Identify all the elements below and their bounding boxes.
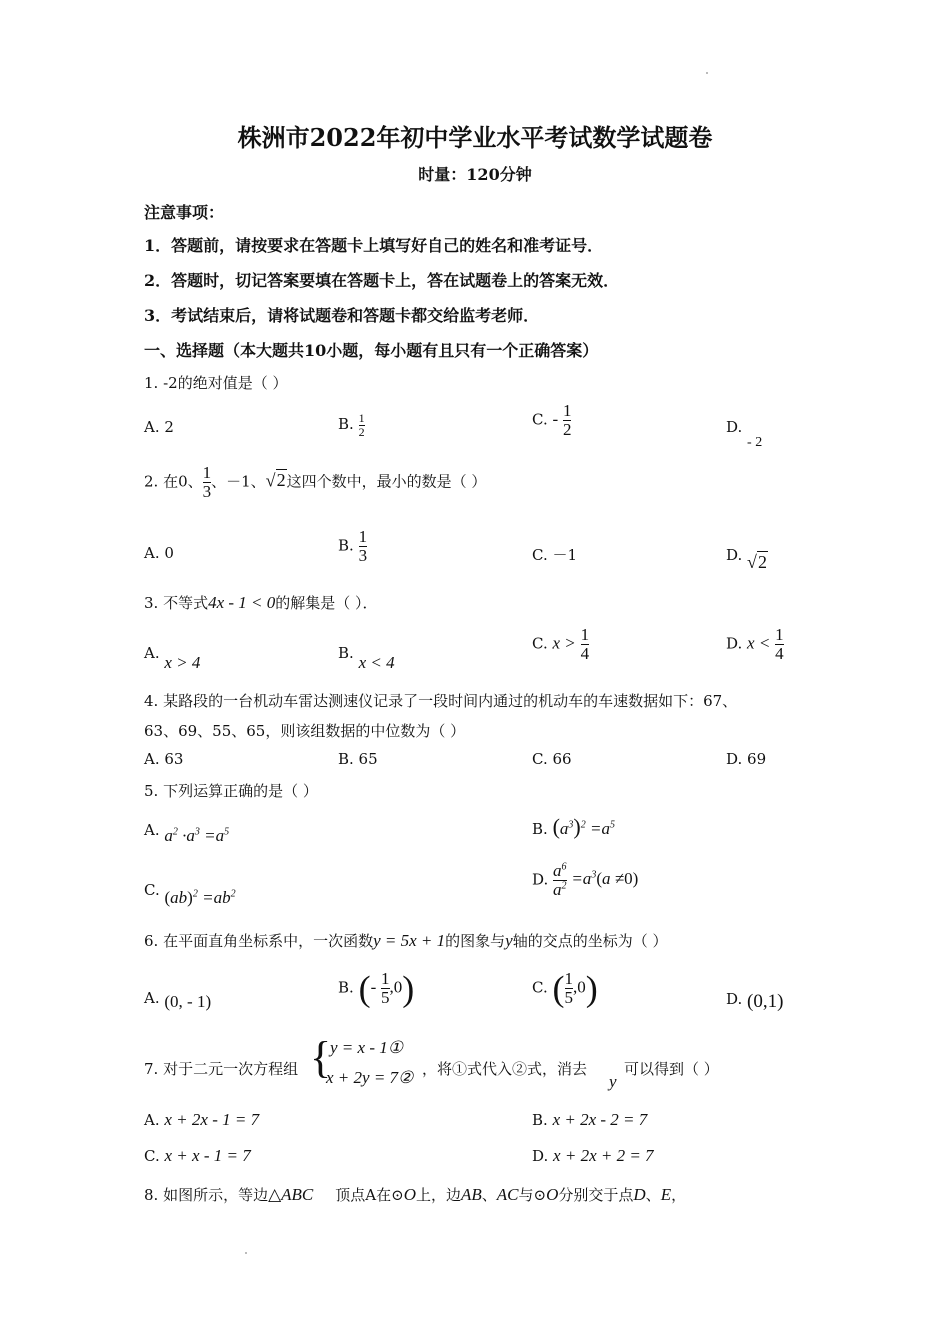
q7-option-d: D. x + 2x + 2 = 7 (532, 1146, 654, 1165)
q4-option-c: C. 66 (532, 750, 572, 768)
q2-option-c: C. －1 (532, 546, 578, 564)
q2-stem: 2. 在0、 $\frac{1}{3}$ 、－1、√2这四个数中，最小的数是（ ） (144, 463, 487, 501)
notes-heading: 注意事项： (144, 203, 225, 222)
q7-stem-pre: 7. 对于二元一次方程组 (144, 1060, 299, 1078)
note-item-3: 3．考试结束后，请将试题卷和答题卡都交给监考老师． (144, 306, 540, 325)
fraction: $\frac{a^6}{a^2}$ (553, 861, 567, 899)
q4-stem-line1: 4. 某路段的一台机动车雷达测速仪记录了一段时间内通过的机动车的车速数据如下：67、 (144, 692, 738, 710)
q6-option-a: A. (0, - 1) (144, 989, 212, 1011)
brace-symbol: { (310, 1033, 332, 1082)
section-heading: 一、选择题（本大题共10小题，每小题有且只有一个正确答案） (144, 341, 599, 360)
q5-option-c: C. $(ab)^2 =ab^2$ (144, 881, 236, 907)
q3-option-d: D. x < $\frac{1}{4}$ (726, 625, 784, 663)
q2-option-a: A. 0 (144, 544, 174, 562)
formula: $a^2 \cdot a^3 =a^5$ (164, 826, 230, 845)
fraction: $\frac{1}{3}$ (358, 527, 368, 565)
q1-stem: 1. -2的绝对值是（ ） (144, 374, 288, 392)
formula: $(ab)^2 =ab^2$ (164, 888, 236, 907)
q6-option-d: D. (0,1) (726, 990, 784, 1012)
q4-stem-line2: 63、69、55、65，则该组数据的中位数为（ ） (144, 722, 466, 740)
q7-var: y (609, 1072, 617, 1091)
fraction: $\frac{1}{4}$ (580, 625, 590, 663)
note-item-2: 2．答题时，切记答案要填在答题卡上，答在试题卷上的答案无效． (144, 271, 620, 290)
q7-eq1: y = x - 1① (330, 1038, 403, 1057)
q8-stem: 8. 如图所示，等边△ABC 顶点A在⊙O上，边AB、AC与⊙O分别交于点D、E， (144, 1185, 687, 1204)
scan-dot (245, 1252, 247, 1254)
q3-option-c: C. x > $\frac{1}{4}$ (532, 625, 590, 663)
q7-option-a: A. x + 2x - 1 = 7 (144, 1110, 260, 1129)
q1-option-b: B. $\frac{1}{2}$ (338, 411, 365, 439)
q6-option-b: B. (- $\frac{1}{5}$ ,0) (338, 968, 415, 1009)
q1-option-d: D. - 2 (726, 418, 763, 450)
q7-option-c: C. x + x - 1 = 7 (144, 1146, 251, 1165)
fraction: $\frac{1}{5}$ (564, 969, 573, 1007)
formula: $(a^3)^2 =a^5$ (552, 814, 615, 839)
fraction: $\frac{1}{5}$ (381, 969, 390, 1007)
scan-dot (706, 72, 708, 74)
q5-option-b: B. $(a^3)^2 =a^5$ (532, 814, 615, 839)
q7-stem-post: 可以得到（ ） (624, 1060, 719, 1078)
fraction: $\frac{1}{3}$ (202, 463, 212, 501)
q3-option-a: A. x > 4 (144, 644, 201, 672)
fraction: $\frac{1}{4}$ (775, 625, 784, 663)
q2-option-d: D. √2 (726, 546, 767, 572)
q7-stem-mid: ，将①式代入②式，消去 (422, 1060, 588, 1078)
formula: $=a^3(a \ne 0)$ (571, 869, 639, 889)
q4-option-d: D. 69 (726, 750, 767, 768)
q5-option-a: A. $a^2 \cdot a^3 =a^5$ (144, 821, 230, 845)
exam-title: 株洲市2022年初中学业水平考试数学试题卷 (237, 123, 713, 152)
time-limit: 时量：120分钟 (418, 165, 532, 184)
sqrt-symbol: √2 (265, 470, 286, 491)
fraction: $\frac{1}{2}$ (562, 401, 572, 439)
q1-option-c: C. - $\frac{1}{2}$ (532, 401, 572, 439)
q6-stem: 6. 在平面直角坐标系中，一次函数y = 5x + 1的图象与y轴的交点的坐标为（ ） (144, 931, 668, 950)
q5-stem: 5. 下列运算正确的是（ ） (144, 782, 318, 800)
note-item-1: 1．答题前，请按要求在答题卡上填写好自己的姓名和准考证号． (144, 236, 604, 255)
q4-option-a: A. 63 (144, 750, 184, 768)
fraction: $\frac{1}{2}$ (358, 411, 365, 439)
q1-option-a: A. 2 (144, 418, 174, 436)
q5-option-d: D. $\frac{a^6}{a^2}$ $=a^3(a \ne 0)$ (532, 861, 639, 899)
q7-eq2: x + 2y = 7② (326, 1068, 414, 1087)
q2-option-b: B. $\frac{1}{3}$ (338, 527, 368, 565)
q7-option-b: B. x + 2x - 2 = 7 (532, 1110, 648, 1129)
q4-option-b: B. 65 (338, 750, 378, 768)
q3-stem: 3. 不等式4x - 1 < 0的解集是（ ）． (144, 593, 378, 612)
q6-option-c: C. ( $\frac{1}{5}$ ,0) (532, 968, 598, 1009)
sqrt-symbol: √2 (747, 552, 767, 572)
q3-option-b: B. x < 4 (338, 644, 395, 672)
